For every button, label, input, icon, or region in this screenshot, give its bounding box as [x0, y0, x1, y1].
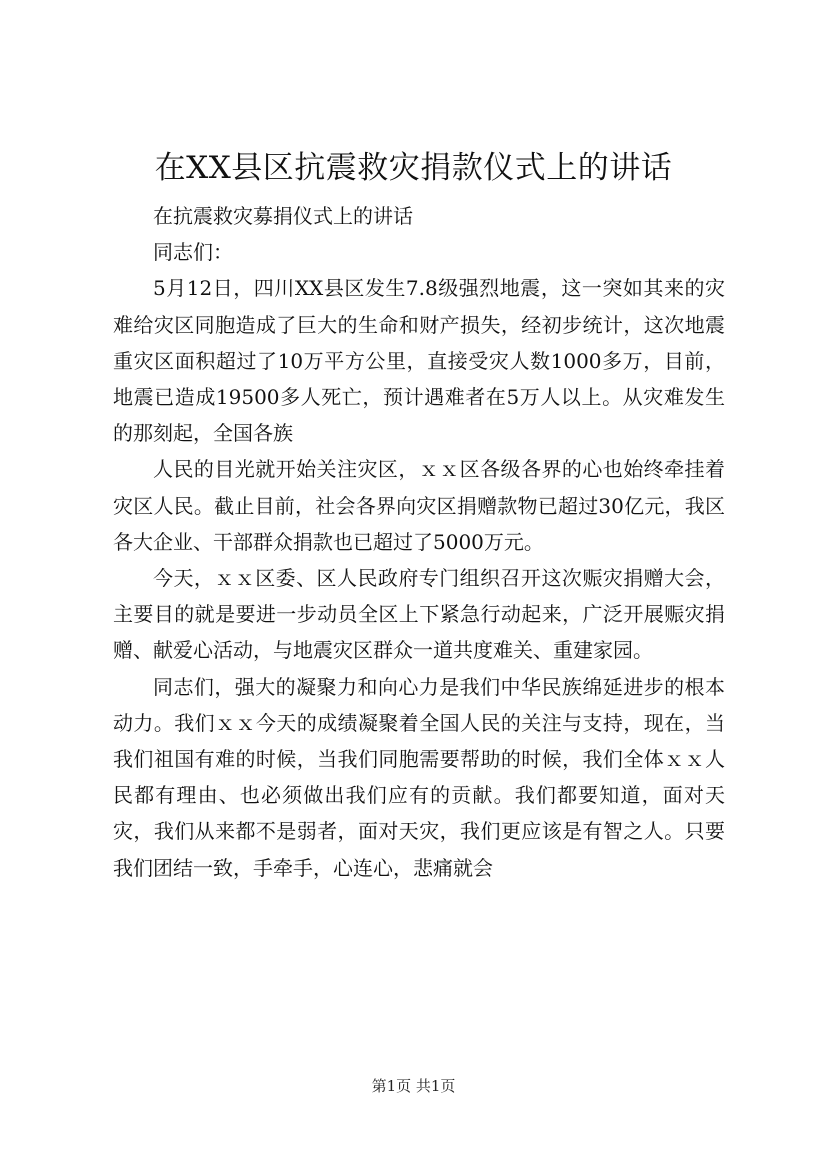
body-paragraph: 同志们，强大的凝聚力和向心力是我们中华民族绵延进步的根本动力。我们ｘｘ今天的成绩凝聚着全国人民的关注与支持，现在，当我们祖国有难的时候，当我们同胞需要帮助的时候，我们全体ｘｘ人民都有理由、也必须做出我们应有的贡献。我们都要知道，面对天灾，我们从来都不是弱者，面对天灾，我们更应该是有智之人。只要我们团结一致，手牵手，心连心，悲痛就会	[113, 674, 725, 880]
salutation-paragraph: 同志们：	[153, 240, 233, 265]
document-body	[113, 198, 725, 886]
body-paragraph: 5月12日，四川XX县区发生7.8级强烈地震，这一突如其来的灾难给灾区同胞造成了巨大的生命和财产损失，经初步统计，这次地震重灾区面积超过了10万平方公里，直接受灾人数1000多万，目前，地震已造成19500多人死亡，预计遇难者在5万人以上。从灾难发生的那刻起，全国各族	[113, 276, 725, 446]
body-paragraph: 今天，ｘｘ区委、区人民政府专门组织召开这次赈灾捐赠大会，主要目的就是要进一步动员全区上下紧急行动起来，广泛开展赈灾捐赠、献爱心活动，与地震灾区群众一道共度难关、重建家园。	[113, 566, 725, 663]
subtitle-paragraph: 在抗震救灾募捐仪式上的讲话	[153, 204, 413, 228]
body-paragraph: 人民的目光就开始关注灾区，ｘｘ区各级各界的心也始终牵挂着灾区人民。截止目前，社会各界向灾区捐赠款物已超过30亿元，我区各大企业、干部群众捐款也已超过了5000万元。	[113, 457, 725, 554]
page-number-footer: 第1页 共1页	[371, 1077, 456, 1095]
document-title: 在XX县区抗震救灾捐款仪式上的讲话	[154, 150, 673, 186]
